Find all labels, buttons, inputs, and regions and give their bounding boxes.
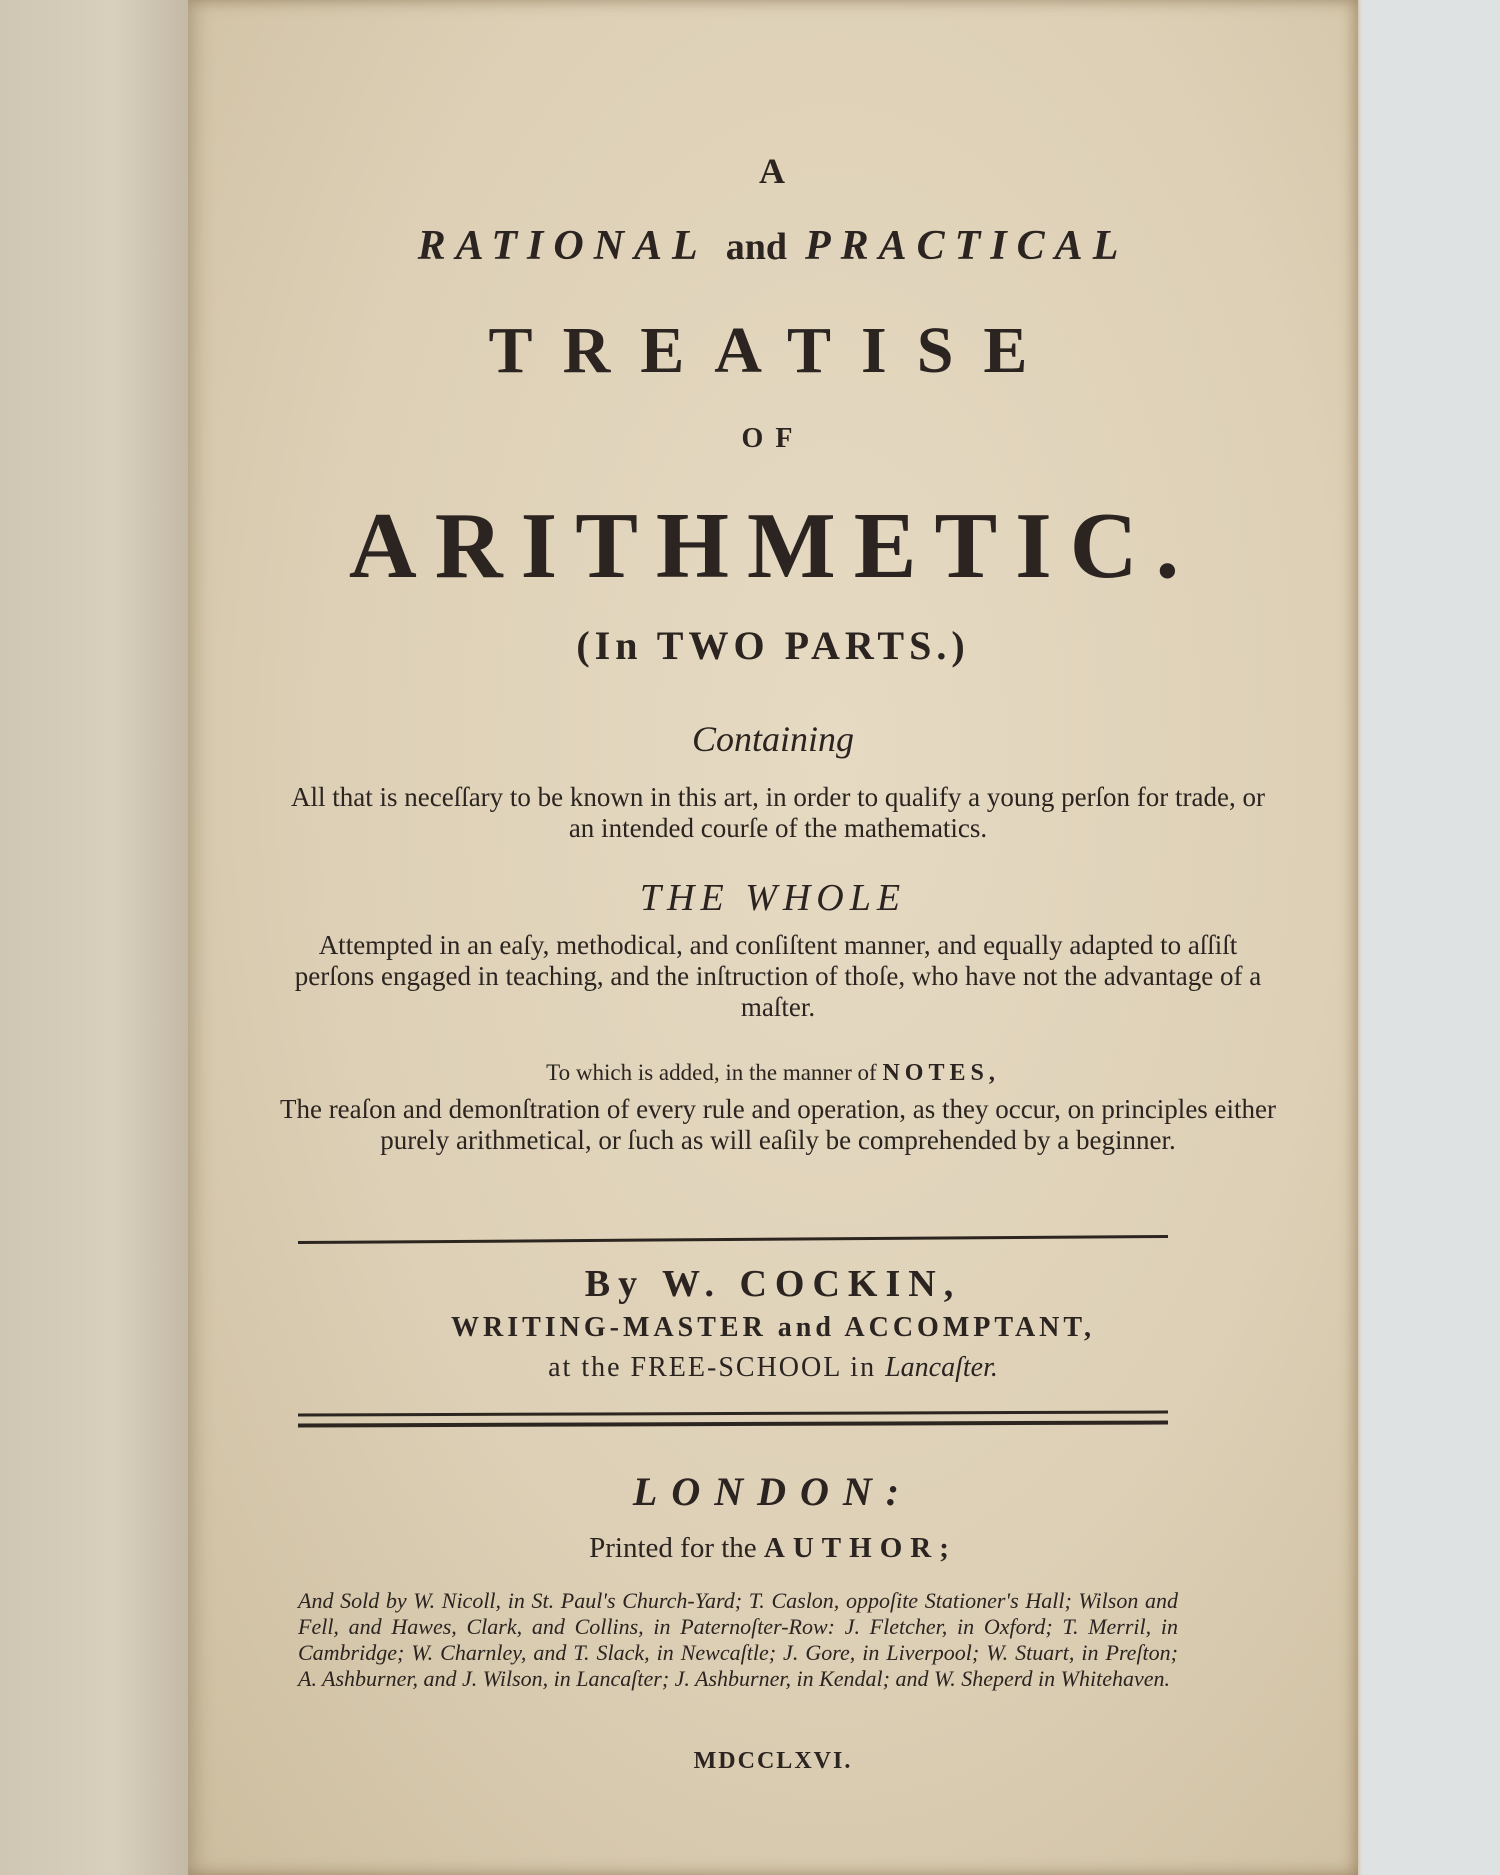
- printed-for-text: Printed for the: [589, 1532, 757, 1564]
- containing-heading: Containing: [691, 719, 855, 759]
- notes-intro-text: To which is added, in the manner of: [546, 1060, 877, 1085]
- divider-rule: [298, 1235, 1168, 1244]
- author-title: WRITING-MASTER and ACCOMPTANT,: [450, 1312, 1095, 1343]
- author-place-town: Lancaſter.: [885, 1352, 998, 1383]
- containing-text: All that is neceſſary to be known in this art, in order to qualify a young perſon for trade, or an intended courſe of the mathematics.: [291, 782, 1265, 843]
- printed-for: [188, 1532, 1358, 1565]
- imprint-year: MDCCLXVI.: [693, 1748, 853, 1774]
- notes-text: The reaſon and demonſtration of every rule and operation, as they occur, on principles either purely arithmetical, or ſuch as will eaſily be comprehended by a beginner.: [279, 1094, 1277, 1155]
- title-rational: RATIONAL: [417, 223, 708, 269]
- title-and: and: [725, 226, 787, 268]
- left-page-leaf: [0, 0, 210, 1875]
- title-arithmetic: ARITHMETIC.: [348, 494, 1198, 598]
- title-subtitle: [188, 222, 1358, 270]
- whole-text: Attempted in an eaſy, methodical, and conſiſtent manner, and equally adapted to aſſiſt perſons engaged in teaching, and the inſtruction of thoſe, who have not the advantage of a maſter.: [294, 930, 1262, 1022]
- sellers-list: And Sold by W. Nicoll, in St. Paul's Church-Yard; T. Caslon, oppoſite Stationer's Hall; Wilson and Fell, and Hawes, Clark, and Collins, in Paternoſter-Row: J. Fletcher, in Oxford; T. Merril, in Cambridge; W. Charnley, and T. Slack, in Newcaſtle; J. Gore, in Liverpool; W. Stuart, in Preſton; A. Ashburner, and J. Wilson, in Lancaſter; J. Ashburner, in Kendal; and W. Sheperd in Whitehaven.: [298, 1588, 1178, 1691]
- author-place: [188, 1352, 1358, 1384]
- whole-heading: THE WHOLE: [639, 877, 907, 919]
- title-practical: PRACTICAL: [804, 223, 1129, 269]
- double-rule-top: [298, 1410, 1168, 1416]
- imprint-city: LONDON:: [632, 1469, 914, 1514]
- author-place-prefix: at the FREE-SCHOOL in: [548, 1352, 877, 1383]
- notes-word: NOTES,: [882, 1060, 1000, 1086]
- notes-intro: [188, 1060, 1358, 1087]
- title-parts: (In TWO PARTS.): [576, 623, 970, 668]
- title-page: [188, 0, 1358, 1875]
- author-name: By W. COCKIN,: [584, 1263, 962, 1305]
- title-article: A: [759, 151, 787, 191]
- printed-for-author: AUTHOR;: [763, 1532, 957, 1564]
- title-treatise: TREATISE: [488, 314, 1058, 387]
- double-rule-bottom: [298, 1420, 1168, 1427]
- title-of: OF: [741, 423, 805, 454]
